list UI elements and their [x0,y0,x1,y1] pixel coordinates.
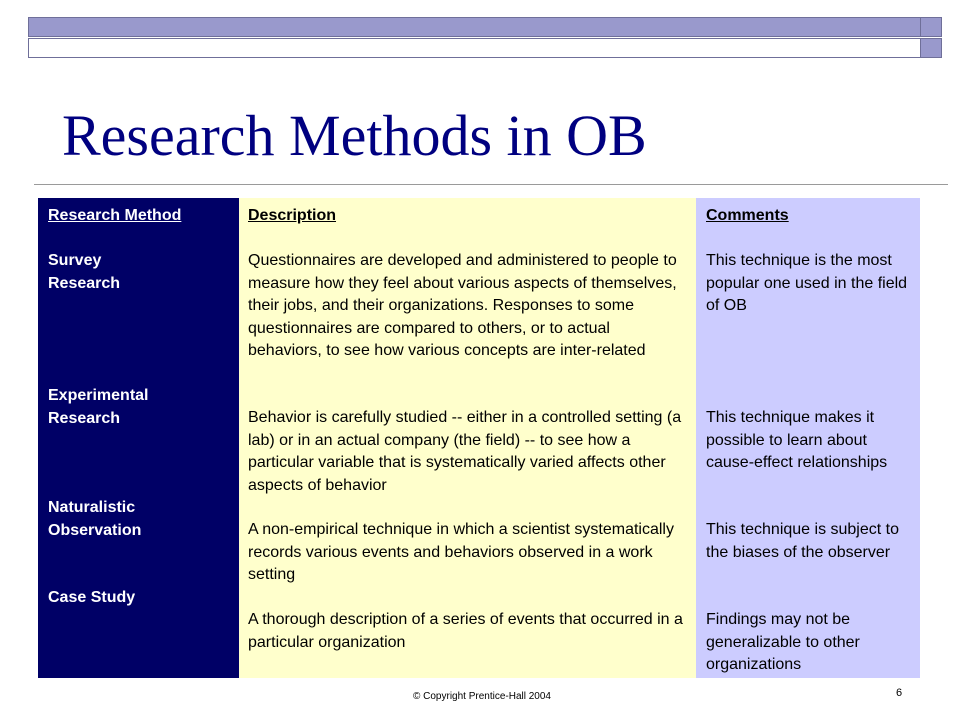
page-number: 6 [896,687,903,699]
method-row [48,587,229,610]
slide-title: Research Methods in OB [62,103,647,168]
method-header: Research Method [48,207,182,224]
comment-row [706,407,910,519]
method-name: Research [48,409,121,427]
comment-text: This technique is the most popular one used in the field of OB [706,252,908,314]
description-text: A thorough description of a series of events that occurred in a particular organization [248,611,683,651]
method-row [48,497,229,587]
description-text: A non-empirical technique in which a scientist systematically records various events and behaviors observed in a work setting [248,521,674,583]
description-row [248,609,687,654]
description-row [248,250,687,407]
top-decor-bar [28,17,942,37]
comments-column [696,198,920,678]
comment-text: Findings may not be generalizable to other organizations [706,611,860,673]
comments-header: Comments [706,207,789,224]
method-name: Observation [48,521,142,539]
description-column [239,198,696,678]
comment-row [706,519,910,609]
method-column [38,198,239,678]
comment-row [706,250,910,407]
description-row [248,519,687,609]
second-decor-square [920,38,942,58]
method-name: Experimental [48,387,149,404]
copyright-footer [0,691,960,702]
description-row [248,407,687,519]
method-row [48,385,229,497]
copyright-text: © Copyright Prentice-Hall 2004 [413,691,551,702]
description-text: Questionnaires are developed and administered to people to measure how they feel about various aspects of themselves, their jobs, and their organizations. Responses to some questionnaires are compared to others, or to actual behaviors, to see how various concepts are inter-related [248,252,677,359]
method-name: Research [48,274,121,292]
description-text: Behavior is carefully studied -- either in a controlled setting (a lab) or in an actual company (the field) -- to see how a particular variable that is systematically varied affects other aspects of behavior [248,409,682,494]
description-header: Description [248,207,337,224]
method-name: Survey [48,252,102,269]
comment-text: This technique is subject to the biases of the observer [706,521,899,561]
top-decor-square [920,17,942,37]
title-divider [34,184,948,185]
comment-row [706,609,910,677]
second-decor-bar [28,38,942,58]
method-name: Case Study [48,589,136,606]
method-name: Naturalistic [48,499,136,516]
comment-text: This technique makes it possible to learn about cause-effect relationships [706,409,888,471]
method-row [48,250,229,385]
